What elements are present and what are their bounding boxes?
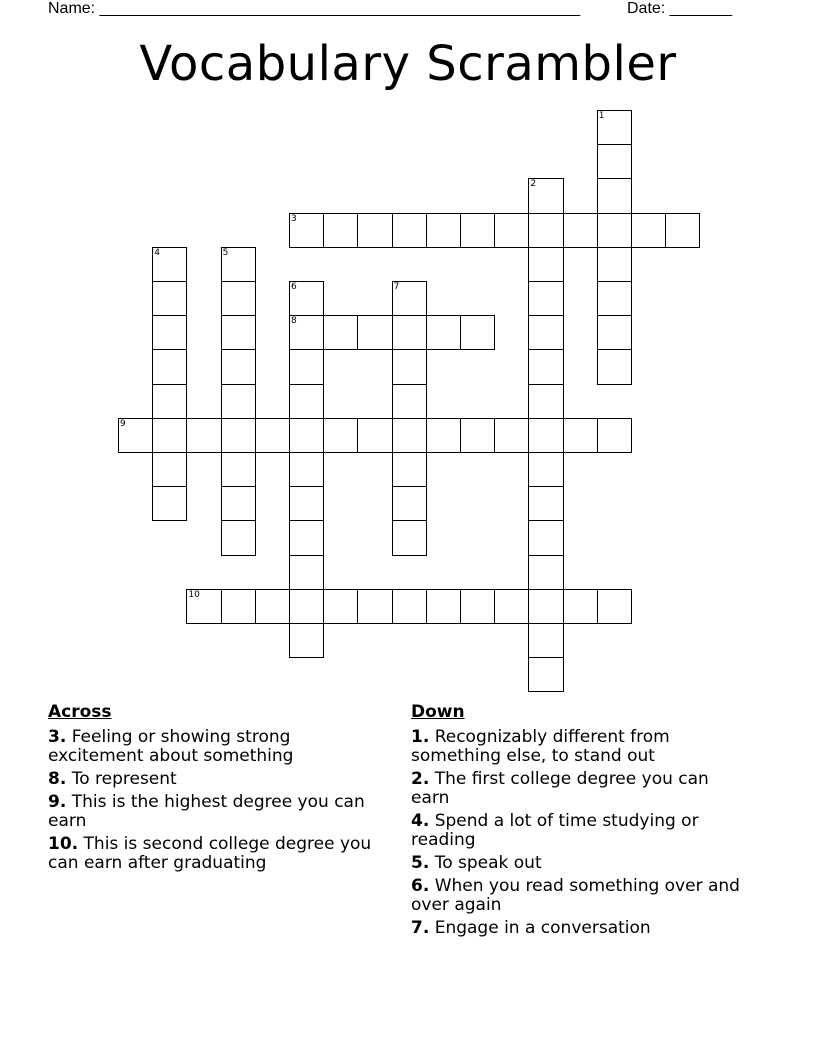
clue-number: 9. [48, 792, 67, 812]
grid-cell[interactable] [460, 418, 495, 453]
grid-cell[interactable] [289, 452, 324, 487]
clue-number: 8. [48, 769, 67, 789]
clue-item [411, 770, 741, 808]
grid-cell[interactable] [528, 349, 563, 384]
down-heading: Down [411, 702, 465, 722]
clue-item [411, 812, 741, 850]
clue-number: 2. [411, 769, 430, 789]
grid-cell[interactable] [152, 281, 187, 316]
cell-number: 8 [291, 316, 297, 327]
grid-cell[interactable] [221, 384, 256, 419]
grid-cell[interactable] [528, 623, 563, 658]
grid-cell[interactable] [152, 452, 187, 487]
cell-number: 3 [291, 213, 297, 224]
cell-number: 10 [188, 589, 200, 600]
grid-cell[interactable] [528, 589, 563, 624]
grid-cell[interactable] [528, 213, 563, 248]
clue-item [48, 793, 388, 831]
grid-cell[interactable] [221, 247, 256, 282]
grid-cell[interactable] [221, 349, 256, 384]
grid-cell[interactable] [323, 589, 358, 624]
clue-item [48, 770, 388, 789]
grid-cell[interactable] [597, 144, 632, 179]
clue-text: Engage in a conversation [429, 918, 651, 938]
grid-cell[interactable] [152, 349, 187, 384]
clue-text: When you read something over and over again [411, 876, 740, 915]
page-title: Vocabulary Scrambler [139, 36, 677, 92]
clue-number: 10. [48, 834, 79, 854]
grid-cell[interactable] [392, 418, 427, 453]
clue-text: Feeling or showing strong excitement about something [48, 727, 294, 766]
grid-cell[interactable] [426, 213, 461, 248]
clue-item [411, 919, 741, 938]
clue-text: This is second college degree you can earn after graduating [48, 834, 372, 873]
clue-text: This is the highest degree you can earn [48, 792, 365, 831]
clue-text: Recognizably different from something else, to stand out [411, 727, 670, 766]
grid-cell[interactable] [289, 486, 324, 521]
grid-cell[interactable] [289, 349, 324, 384]
grid-cell[interactable] [392, 520, 427, 555]
grid-cell[interactable] [392, 349, 427, 384]
grid-cell[interactable] [221, 452, 256, 487]
date-field[interactable]: Date: _______ [627, 0, 732, 17]
grid-cell[interactable] [221, 589, 256, 624]
grid-cell[interactable] [597, 213, 632, 248]
clue-number: 5. [411, 853, 430, 873]
cell-number: 6 [291, 282, 297, 292]
grid-cell[interactable] [597, 178, 632, 213]
clue-number: 4. [411, 811, 430, 831]
grid-cell[interactable] [323, 213, 358, 248]
grid-cell[interactable] [255, 418, 290, 453]
grid-cell[interactable] [289, 589, 324, 624]
grid-cell[interactable] [528, 520, 563, 555]
grid-cell[interactable] [221, 315, 256, 350]
grid-cell[interactable] [528, 247, 563, 282]
grid-cell[interactable] [426, 315, 461, 350]
clue-item [411, 854, 741, 873]
grid-cell[interactable] [323, 418, 358, 453]
grid-cell[interactable] [152, 418, 187, 453]
grid-cell[interactable] [494, 213, 529, 248]
grid-cell[interactable] [494, 589, 529, 624]
grid-cell[interactable] [426, 418, 461, 453]
grid-cell[interactable] [528, 452, 563, 487]
grid-cell[interactable] [186, 589, 221, 624]
grid-cell[interactable] [528, 486, 563, 521]
grid-cell[interactable] [289, 315, 324, 350]
clue-item [48, 728, 388, 766]
grid-cell[interactable] [323, 315, 358, 350]
grid-cell[interactable] [392, 486, 427, 521]
grid-cell[interactable] [357, 213, 392, 248]
clue-number: 7. [411, 918, 430, 938]
down-clues [411, 703, 741, 942]
clue-number: 1. [411, 727, 430, 747]
grid-cell[interactable] [392, 281, 427, 316]
grid-cell[interactable] [221, 418, 256, 453]
grid-cell[interactable] [392, 452, 427, 487]
grid-cell[interactable] [563, 213, 598, 248]
clue-text: The first college degree you can earn [411, 769, 709, 808]
grid-cell[interactable] [460, 213, 495, 248]
name-field[interactable]: Name: ______________________________________________________ [48, 0, 581, 17]
clue-text: Spend a lot of time studying or reading [411, 811, 699, 850]
across-heading: Across [48, 702, 112, 722]
grid-cell[interactable] [289, 555, 324, 590]
grid-cell[interactable] [152, 384, 187, 419]
cell-number: 5 [222, 247, 229, 258]
grid-cell[interactable] [528, 418, 563, 453]
grid-cell[interactable] [152, 315, 187, 350]
grid-cell[interactable] [289, 213, 324, 248]
clue-item [48, 835, 388, 873]
clue-item [411, 877, 741, 915]
across-clues [48, 703, 388, 877]
grid-cell[interactable] [186, 418, 221, 453]
grid-cell[interactable] [392, 213, 427, 248]
across-clue-list [48, 728, 388, 873]
grid-cell[interactable] [289, 520, 324, 555]
grid-cell[interactable] [392, 384, 427, 419]
grid-cell[interactable] [221, 486, 256, 521]
clue-text: To speak out [429, 853, 542, 873]
grid-cell[interactable] [221, 520, 256, 555]
grid-cell[interactable] [494, 418, 529, 453]
grid-cell[interactable] [357, 418, 392, 453]
grid-cell[interactable] [597, 315, 632, 350]
grid-cell[interactable] [426, 589, 461, 624]
grid-cell[interactable] [665, 213, 700, 248]
grid-cell[interactable] [392, 589, 427, 624]
cell-number: 9 [120, 418, 126, 429]
grid-cell[interactable] [528, 384, 563, 419]
grid-cell[interactable] [357, 589, 392, 624]
grid-cell[interactable] [152, 486, 187, 521]
clue-text: To represent [66, 769, 177, 789]
grid-cell[interactable] [597, 110, 632, 145]
grid-cell[interactable] [528, 281, 563, 316]
down-clue-list [411, 728, 741, 938]
clue-number: 3. [48, 727, 67, 747]
cell-number: 4 [154, 247, 160, 258]
grid-cell[interactable] [152, 247, 187, 282]
grid-cell[interactable] [597, 418, 632, 453]
cell-number: 7 [393, 282, 400, 292]
grid-cell[interactable] [392, 315, 427, 350]
grid-cell[interactable] [528, 315, 563, 350]
grid-cell[interactable] [460, 315, 495, 350]
grid-cell[interactable] [528, 178, 563, 213]
grid-cell[interactable] [528, 657, 563, 692]
cell-number: 2 [530, 179, 537, 190]
grid-cell[interactable] [289, 418, 324, 453]
grid-cell[interactable] [597, 247, 632, 282]
grid-cell[interactable] [289, 281, 324, 316]
grid-cell[interactable] [221, 281, 256, 316]
grid-cell[interactable] [563, 589, 598, 624]
grid-cell[interactable] [357, 315, 392, 350]
grid-cell[interactable] [289, 384, 324, 419]
grid-cell[interactable] [289, 623, 324, 658]
grid-cell[interactable] [460, 589, 495, 624]
grid-cell[interactable] [118, 418, 153, 453]
cell-number: 1 [598, 111, 605, 121]
grid-cell[interactable] [563, 418, 598, 453]
clue-item [411, 728, 741, 766]
grid-cell[interactable] [255, 589, 290, 624]
grid-cell[interactable] [597, 349, 632, 384]
grid-cell[interactable] [528, 555, 563, 590]
grid-cell[interactable] [597, 589, 632, 624]
grid-cell[interactable] [631, 213, 666, 248]
clue-number: 6. [411, 876, 430, 896]
grid-cell[interactable] [597, 281, 632, 316]
